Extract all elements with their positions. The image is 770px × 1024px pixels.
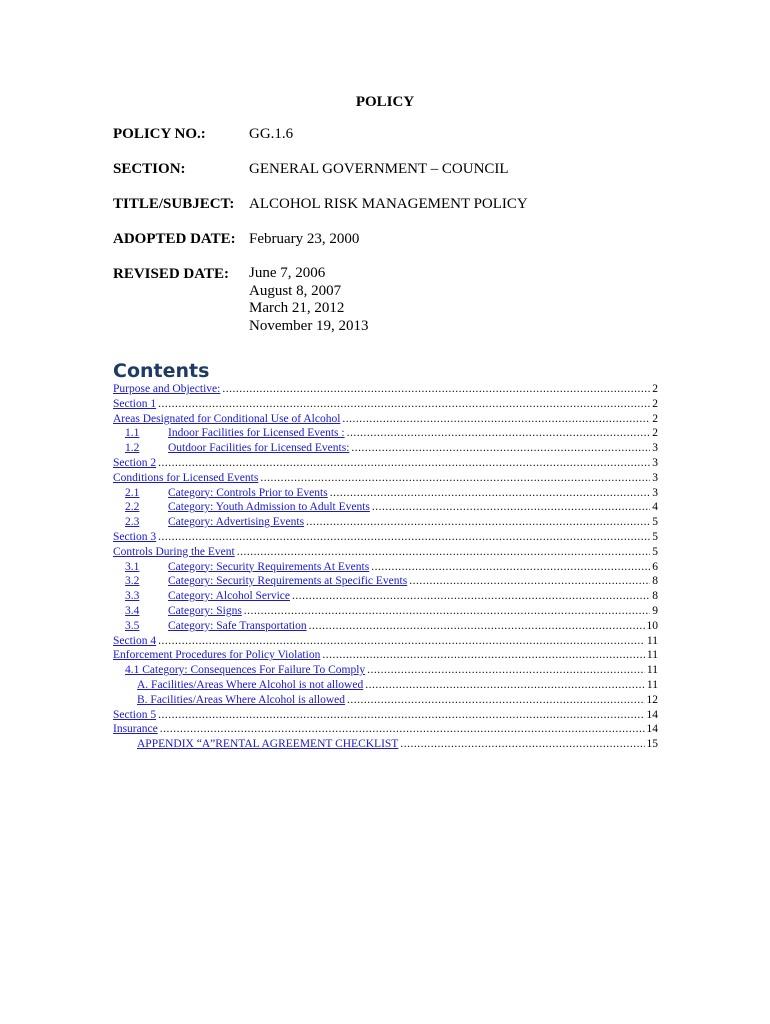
toc-entry-link[interactable]: Category: Alcohol Service (168, 590, 290, 603)
toc-page-number: 9 (652, 604, 658, 617)
toc-entry-number[interactable]: 3.1 (125, 560, 140, 573)
toc-entry-link[interactable]: Category: Signs (168, 604, 242, 617)
toc-entry-link[interactable]: Purpose and Objective: (113, 383, 221, 395)
toc-entry[interactable] (113, 530, 658, 545)
toc-entry[interactable] (113, 678, 658, 693)
toc-entry-number[interactable]: 3.3 (125, 590, 140, 603)
meta-adopted-date (113, 230, 673, 248)
toc-entry[interactable] (113, 708, 658, 723)
document-heading: POLICY (355, 94, 415, 110)
toc-dot-leader (222, 382, 650, 397)
toc-dot-leader (342, 412, 650, 427)
toc-entry[interactable] (113, 426, 658, 441)
toc-dot-leader (309, 619, 645, 634)
toc-entry-link[interactable]: Conditions for Licensed Events (113, 471, 259, 484)
toc-page-number: 3 (652, 486, 658, 499)
toc-page-number: 2 (652, 397, 658, 410)
table-of-contents (113, 382, 658, 752)
toc-page-number: 14 (646, 723, 658, 736)
toc-entry[interactable] (113, 397, 658, 412)
toc-entry[interactable] (113, 589, 658, 604)
toc-dot-leader (158, 397, 650, 412)
toc-entry[interactable] (113, 515, 658, 530)
meta-value: ALCOHOL RISK MANAGEMENT POLICY (249, 196, 528, 212)
toc-dot-leader (351, 441, 650, 456)
meta-policy-no (113, 125, 673, 143)
toc-dot-leader (244, 604, 650, 619)
toc-page-number: 11 (646, 649, 658, 662)
toc-entry[interactable] (113, 604, 658, 619)
toc-entry-number[interactable]: 2.3 (125, 516, 140, 529)
toc-entry-link[interactable]: Outdoor Facilities for Licensed Events: (168, 442, 350, 455)
toc-page-number: 3 (652, 471, 658, 484)
revised-date: June 7, 2006 (249, 265, 326, 281)
toc-dot-leader (160, 722, 645, 737)
toc-entry[interactable] (113, 663, 658, 678)
toc-entry[interactable] (113, 382, 658, 397)
toc-entry-number[interactable]: 3.5 (125, 619, 140, 632)
toc-entry-number[interactable]: 3.2 (125, 575, 140, 588)
toc-dot-leader (347, 426, 651, 441)
toc-page-number: 8 (652, 575, 658, 588)
toc-page-number: 5 (652, 545, 658, 558)
toc-entry[interactable] (113, 500, 658, 515)
toc-page-number: 2 (652, 383, 658, 395)
toc-entry[interactable] (113, 441, 658, 456)
toc-entry[interactable] (113, 634, 658, 649)
toc-entry[interactable] (113, 412, 658, 427)
toc-page-number: 3 (652, 442, 658, 455)
toc-page-number: 5 (652, 516, 658, 529)
toc-dot-leader (347, 693, 644, 708)
toc-page-number: 11 (646, 634, 658, 647)
toc-entry[interactable] (113, 693, 658, 708)
toc-entry-link[interactable]: 4.1 Category: Consequences For Failure To Comply (125, 664, 366, 677)
toc-entry-link[interactable]: Section 4 (113, 634, 157, 647)
policy-metadata (113, 125, 673, 352)
toc-entry[interactable] (113, 574, 658, 589)
meta-value: February 23, 2000 (249, 231, 360, 247)
toc-entry-link[interactable]: Enforcement Procedures for Policy Violation (113, 649, 321, 662)
revised-date: March 21, 2012 (249, 300, 345, 316)
meta-value: GENERAL GOVERNMENT – COUNCIL (249, 161, 509, 177)
revised-date: November 19, 2013 (249, 317, 369, 334)
toc-dot-leader (371, 560, 650, 575)
toc-dot-leader (400, 737, 644, 752)
toc-entry-link[interactable]: Section 1 (113, 397, 157, 410)
toc-page-number: 2 (652, 412, 658, 425)
toc-entry[interactable] (113, 722, 658, 737)
toc-entry-link[interactable]: Insurance (113, 723, 158, 736)
toc-page-number: 14 (646, 708, 658, 721)
toc-entry[interactable] (113, 560, 658, 575)
toc-dot-leader (292, 589, 650, 604)
toc-entry[interactable] (113, 471, 658, 486)
toc-page-number: 4 (652, 501, 658, 514)
toc-entry-link[interactable]: Category: Controls Prior to Events (168, 486, 328, 499)
meta-title-subject (113, 195, 673, 213)
toc-entry[interactable] (113, 456, 658, 471)
toc-page-number: 3 (652, 456, 658, 469)
meta-label: REVISED DATE: (113, 266, 229, 282)
toc-entry-link[interactable]: Category: Security Requirements At Events (168, 560, 370, 573)
toc-dot-leader (372, 500, 650, 515)
toc-entry-link[interactable]: Category: Advertising Events (168, 516, 305, 529)
toc-page-number: 10 (646, 619, 658, 632)
toc-page-number: 11 (646, 664, 658, 677)
toc-dot-leader (158, 634, 645, 649)
toc-dot-leader (330, 486, 651, 501)
contents-heading: Contents (113, 360, 210, 382)
toc-entry-link[interactable]: Section 3 (113, 530, 157, 543)
toc-entry-link[interactable]: Category: Youth Admission to Adult Events (168, 501, 370, 514)
toc-dot-leader (306, 515, 650, 530)
toc-entry-link[interactable]: Indoor Facilities for Licensed Events : (168, 427, 345, 440)
toc-dot-leader (409, 574, 650, 589)
toc-page-number: 11 (646, 678, 658, 691)
toc-entry[interactable] (113, 619, 658, 634)
toc-dot-leader (260, 471, 650, 486)
toc-page-number: 2 (652, 427, 658, 440)
toc-entry-link[interactable]: Areas Designated for Conditional Use of Alcohol (113, 412, 341, 425)
meta-label: SECTION: (113, 161, 186, 177)
toc-page-number: 15 (646, 738, 658, 751)
toc-dot-leader (322, 648, 645, 663)
toc-page-number: 6 (652, 560, 658, 573)
toc-entry-link[interactable]: Category: Security Requirements at Specific Events (168, 575, 408, 588)
toc-dot-leader (365, 678, 645, 693)
meta-revised-date (113, 265, 673, 335)
toc-entry-link[interactable]: Category: Safe Transportation (168, 619, 307, 632)
toc-dot-leader (158, 708, 644, 723)
meta-value: GG.1.6 (249, 126, 294, 142)
toc-entry-link[interactable]: B. Facilities/Areas Where Alcohol is allowed (137, 693, 346, 706)
toc-page-number: 5 (652, 530, 658, 543)
revised-dates (249, 265, 673, 335)
meta-label: POLICY NO.: (113, 126, 206, 142)
toc-entry-number[interactable]: 2.1 (125, 486, 140, 499)
toc-entry[interactable] (113, 545, 658, 560)
toc-entry[interactable] (113, 648, 658, 663)
toc-dot-leader (367, 663, 645, 678)
toc-entry-number[interactable]: 1.1 (125, 427, 140, 440)
toc-entry-number[interactable]: 1.2 (125, 442, 140, 455)
toc-dot-leader (237, 545, 651, 560)
toc-entry-number[interactable]: 2.2 (125, 501, 140, 514)
meta-section (113, 160, 673, 178)
toc-dot-leader (158, 456, 650, 471)
toc-entry[interactable] (113, 737, 658, 752)
toc-entry[interactable] (113, 486, 658, 501)
toc-page-number: 8 (652, 590, 658, 603)
toc-entry-link[interactable]: Controls During the Event (113, 545, 235, 558)
toc-entry-number[interactable]: 3.4 (125, 604, 140, 617)
meta-label: TITLE/SUBJECT: (113, 196, 235, 212)
toc-entry-link[interactable]: APPENDIX “A”RENTAL AGREEMENT CHECKLIST (137, 738, 399, 751)
toc-entry-link[interactable]: Section 5 (113, 708, 157, 721)
toc-entry-link[interactable]: Section 2 (113, 456, 157, 469)
meta-label: ADOPTED DATE: (113, 231, 236, 247)
toc-entry-link[interactable]: A. Facilities/Areas Where Alcohol is not allowed (137, 678, 364, 691)
toc-page-number: 12 (646, 693, 658, 706)
toc-dot-leader (158, 530, 650, 545)
revised-date: August 8, 2007 (249, 282, 342, 299)
